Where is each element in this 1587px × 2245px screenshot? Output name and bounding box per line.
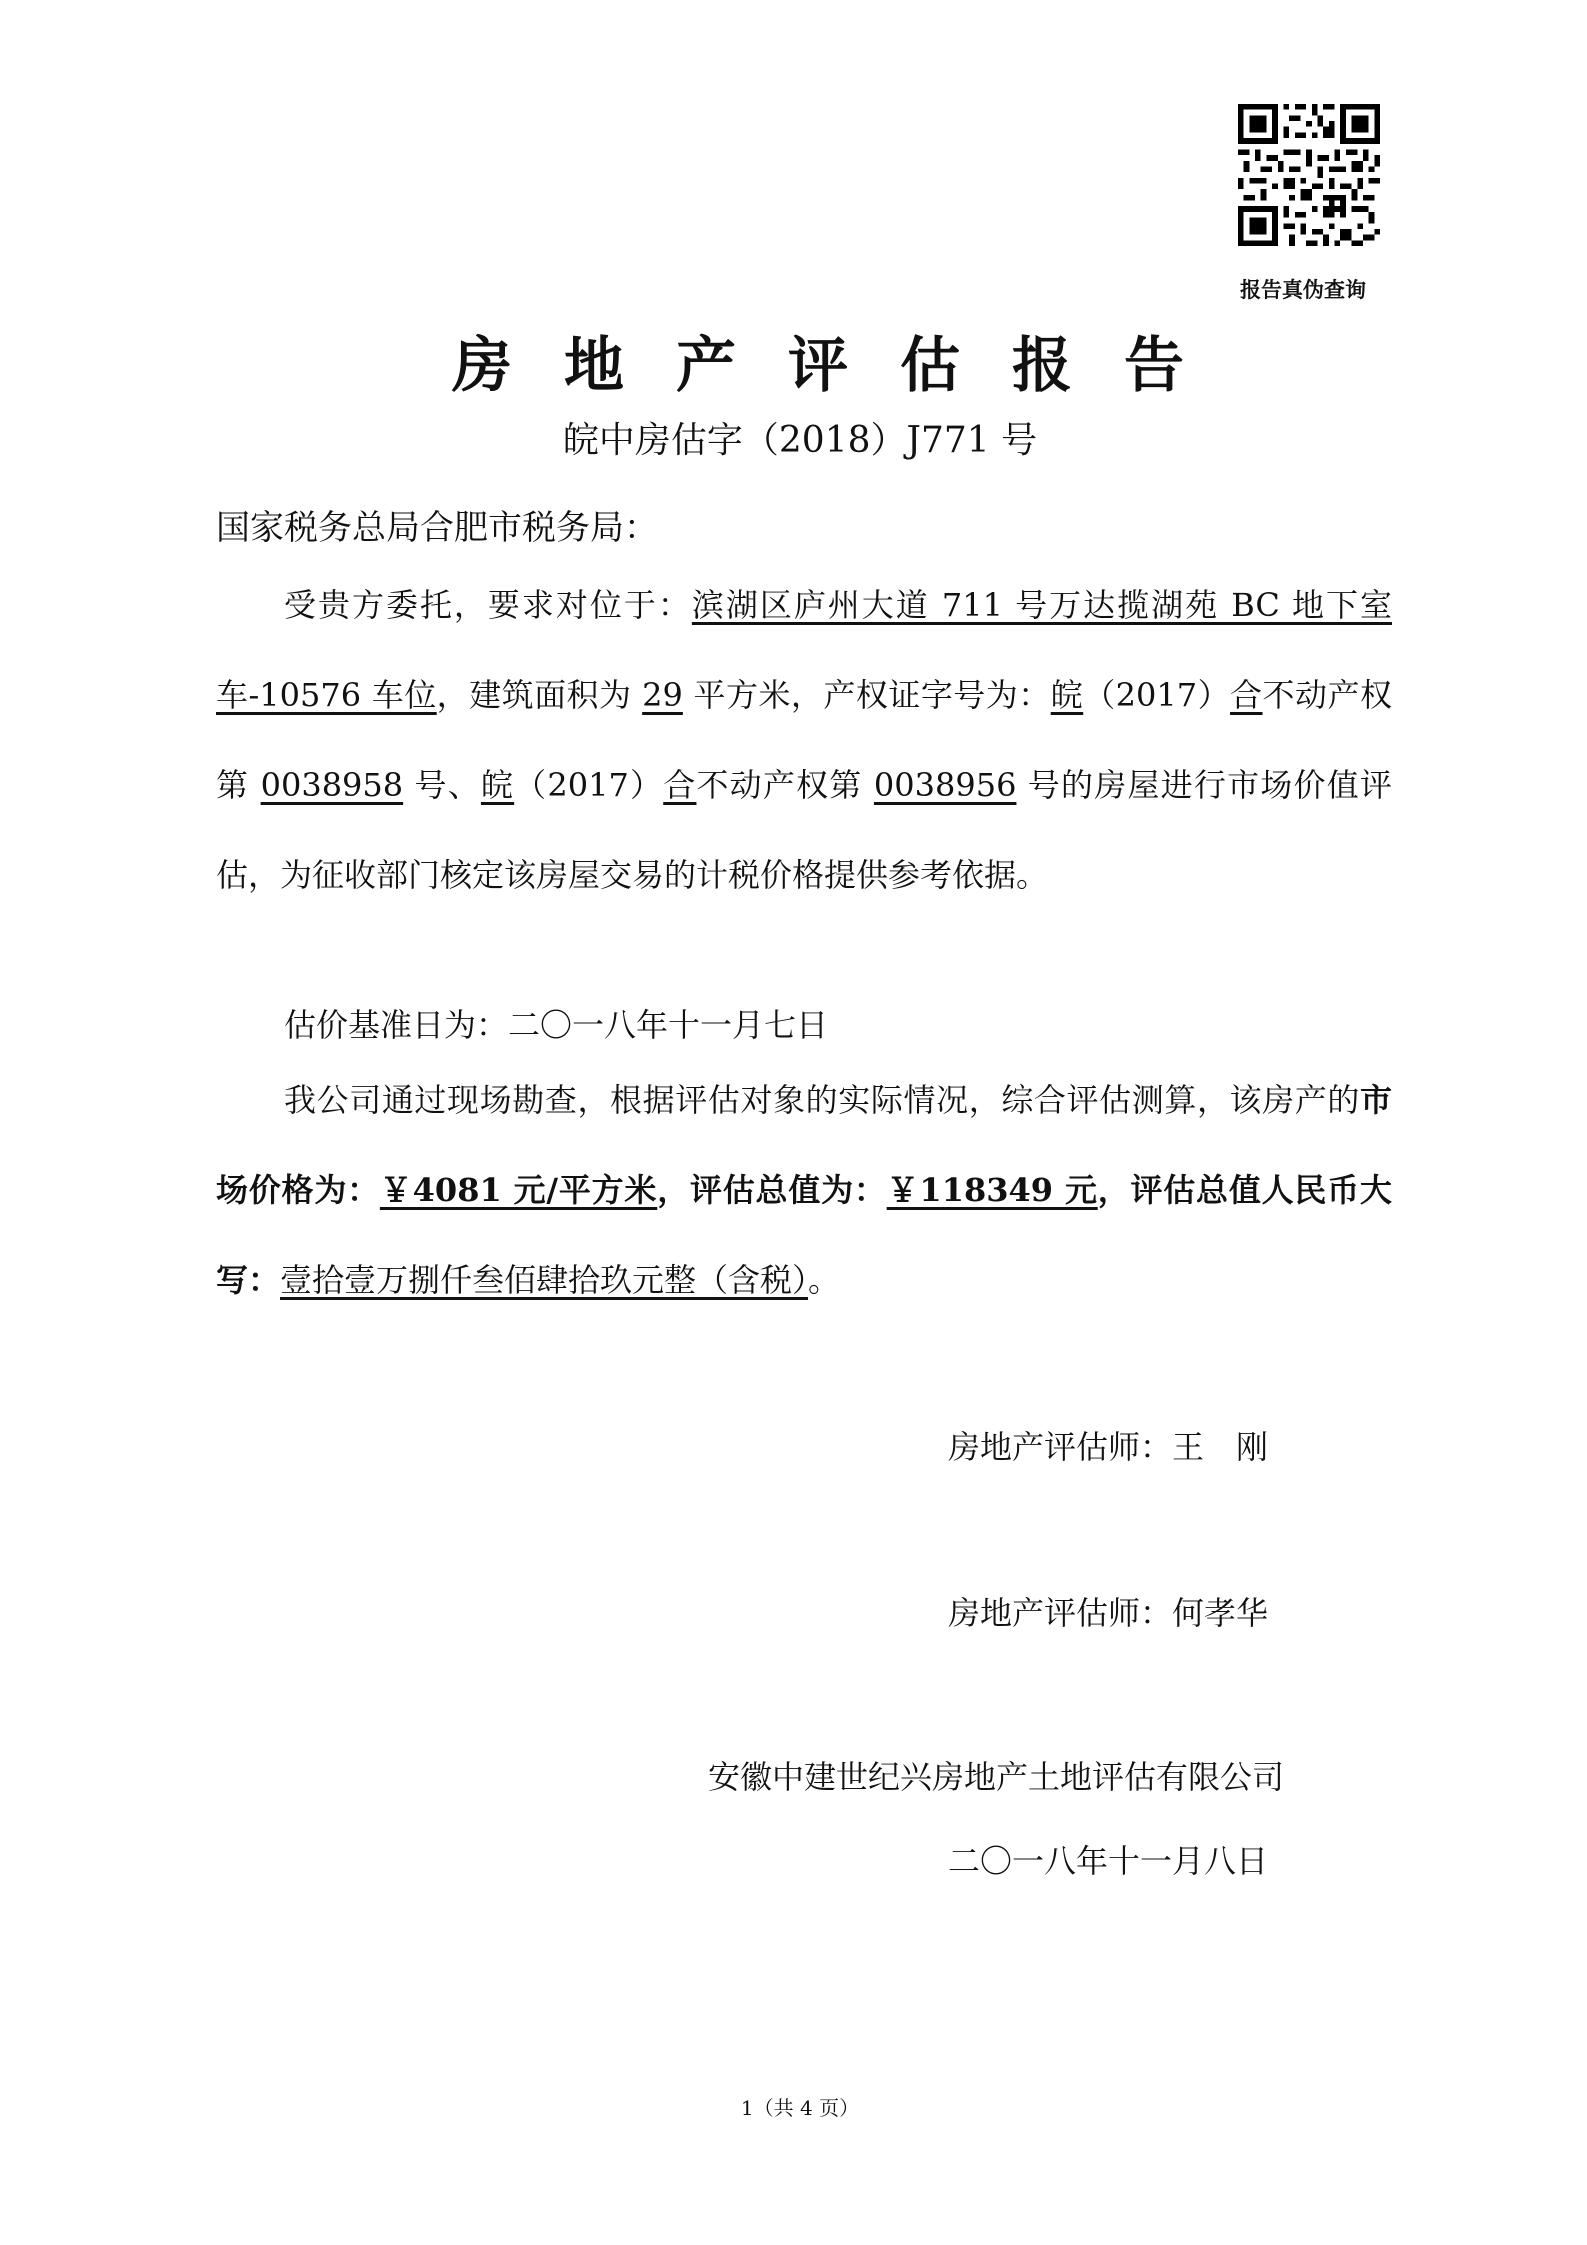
floor-area: 29 [642,676,683,714]
cert-number-2: 0038956 [873,766,1017,804]
property-address: 滨湖区庐州大道 711 号万达揽湖苑 BC 地下室车-10576 车位 [216,586,1392,714]
p1-text: 不动产权第 [696,766,874,804]
separator: ， [1097,1171,1131,1209]
qr-code [1238,104,1380,246]
p1-text: 不动产权第 [216,676,1392,804]
unit-price-label: 市场价格为： [216,1081,1392,1209]
valuation-date: 估价基准日为：二〇一八年十一月七日 [284,1006,829,1044]
p3-text: 我公司通过现场勘查，根据评估对象的实际情况，综合评估测算，该房产的 [284,1081,1360,1119]
appraiser-2: 房地产评估师：何孝华 [948,1594,1269,1632]
total-value: ￥118349 元 [886,1171,1098,1209]
cert-province: 皖 [1050,676,1084,714]
cert-number-1: 0038958 [260,766,404,804]
document-title: 房地产评估报告 [452,331,1236,401]
unit-price: ￥4081 元/平方米 [379,1171,658,1209]
report-date: 二〇一八年十一月八日 [948,1842,1269,1880]
cert-province: 皖 [480,766,515,804]
company-name: 安徽中建世纪兴房地产土地评估有限公司 [708,1758,1285,1796]
p1-text: 号的房屋进行市场价值评估，为征收部门核定该房屋交易的计税价格提供参考依据。 [216,766,1392,894]
cert-city: 合 [1230,676,1263,714]
paragraph-result [216,1055,1392,1325]
cert-year: （2017） [1083,676,1231,714]
document-number: 皖中房估字（2018）J771 号 [562,420,1038,461]
p1-text: 受贵方委托，要求对位于： [284,586,692,624]
period: 。 [808,1261,841,1299]
separator: ， [657,1171,690,1209]
p1-text: ，建筑面积为 [436,676,643,714]
page-number: 1（共 4 页） [740,2096,860,2120]
paragraph-commission [216,560,1392,920]
cert-year: （2017） [514,766,664,804]
total-value-rmb: 壹拾壹万捌仟叁佰肆拾玖元整（含税） [280,1261,809,1299]
p1-text: 号、 [403,766,481,804]
qr-caption: 报告真伪查询 [1240,278,1366,302]
cert-city: 合 [663,766,697,804]
appraiser-1: 房地产评估师：王 刚 [948,1428,1269,1466]
p1-text: 平方米，产权证字号为： [682,676,1051,714]
total-rmb-label: 评估总值人民币大写： [216,1171,1392,1299]
addressee: 国家税务总局合肥市税务局： [216,508,658,548]
total-value-label: 评估总值为： [690,1171,887,1209]
